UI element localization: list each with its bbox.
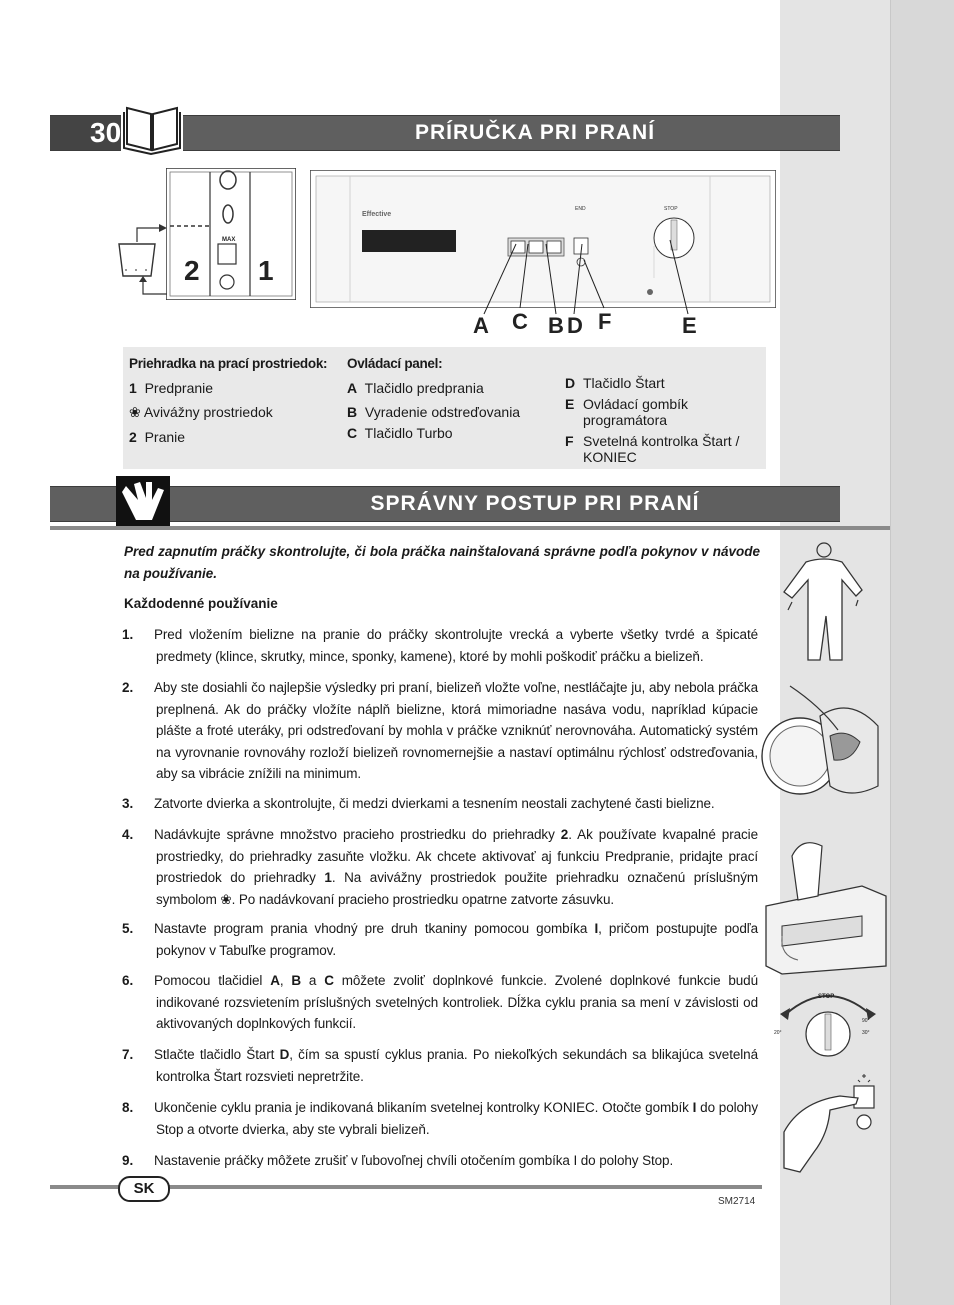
legend-drawer-title: Priehradka na prací prostriedok: <box>129 356 328 371</box>
legend-panel-title: Ovládací panel: <box>347 356 443 371</box>
step-4: 4. Nadávkujte správne množstvo pracieho prostriedku do priehradky 2. Ak používate kvapalné pracie prostriedky, do priehradky zasuňte vložku. Ak chcete aktivovať aj funkciu Predpranie, pridajte prací prostriedok do priehradky 1. Na avivážny prostriedok použite priehradku označenú príslušným symbolom ❀. Po nadávkovaní pracieho prostriedku opatrne zatvorte zásuvku. <box>122 827 758 907</box>
callout-d: D <box>567 313 583 338</box>
compartment-1-label: 1 <box>258 255 274 286</box>
step-2: 2. Aby ste dosiahli čo najlepšie výsledky pri praní, bielizeň vložte voľne, nestláčajte ju, aby nebola práčka preplnená. Ak do práčky vložíte náplň bielizne, ktorá mimoriadne nasáva vodu, napríklad kúpacie plášte a froté uteráky, pri odstreďovaní by mohla v práčke vzniknúť nerovnováha. Automatický systém na vyrovnanie rovnováhy rozloží bielizeň rovnomernejšie a nastaví optimálnu rýchlosť odstreďovania, aby sa vibrácie znížili na minimum. <box>122 680 758 781</box>
legend-item-e: E Ovládací gombík programátora <box>565 396 689 428</box>
legend-item-a: A Tlačidlo predprania <box>347 380 484 396</box>
legend-item-f: F Svetelná kontrolka Štart / KONIEC <box>565 433 740 465</box>
legend-item-prewash: 1 Predpranie <box>129 380 214 396</box>
start-button-press-illustration <box>780 1072 888 1176</box>
page-number: 30 <box>50 116 122 150</box>
step-8: 8. Ukončenie cyklu prania je indikovaná blikaním svetelnej kontrolky KONIEC. Otočte gombík I do polohy Stop a otvorte dvierka, aby ste vybrali bielizeň. <box>122 1100 758 1137</box>
section-divider <box>50 526 890 530</box>
step-3: 3. Zatvorte dvierka a skontrolujte, či medzi dvierkami a tesnením neostali zachytené časti bielizne. <box>122 796 715 811</box>
stop-label: STOP <box>664 206 678 212</box>
step-7: 7. Stlačte tlačidlo Štart D, čím sa spustí cyklus prania. Po niekoľkých sekundách sa blikajúca svetelná kontrolka Štart rozsvieti nepretržite. <box>122 1047 758 1084</box>
legend-item-c: C Tlačidlo Turbo <box>347 425 453 441</box>
dial-temp-30: 30° <box>862 1030 870 1036</box>
jacket-pockets-illustration <box>772 540 872 665</box>
liquid-insert-icon <box>115 220 171 300</box>
dial-temp-20: 20° <box>774 1030 782 1036</box>
legend-item-b: B Vyradenie odstreďovania <box>347 404 521 420</box>
intro-paragraph: Pred zapnutím práčky skontrolujte, či bola práčka nainštalovaná správne podľa pokynov v návode na používanie. <box>124 544 760 581</box>
dial-temp-90: 90° <box>862 1018 870 1024</box>
section-title-manual: PRÍRUČKA PRI PRANÍ <box>414 121 656 144</box>
callout-b: B <box>548 313 564 338</box>
legend-box <box>123 347 766 469</box>
door-loading-illustration <box>760 676 880 806</box>
section-title-procedure: SPRÁVNY POSTUP PRI PRANÍ <box>370 492 700 515</box>
document-code: SM2714 <box>718 1196 756 1207</box>
callout-a: A <box>473 313 489 338</box>
dial-stop-label: STOP <box>818 994 835 1000</box>
step-1: 1. Pred vložením bielizne na pranie do práčky skontrolujte vrecká a vyberte všetky tvrdé a špicaté predmety (klince, skrutky, mince, sponky, kamene), ktoré by mohli poškodiť práčku a bielizeň. <box>122 627 758 664</box>
daily-use-heading: Každodenné používanie <box>124 596 278 611</box>
legend-item-softener: ❀ Avivážny prostriedok <box>129 404 273 420</box>
step-5: 5. Nastavte program prania vhodný pre druh tkaniny pomocou gombíka I, pričom postupujte podľa pokynov v Tabuľke programov. <box>122 921 758 958</box>
flower-icon: ❀ <box>220 891 232 907</box>
end-label: END <box>575 206 586 212</box>
side-margin-band-outer <box>890 0 954 1305</box>
callout-e: E <box>682 313 697 338</box>
legend-item-wash: 2 Pranie <box>129 429 186 445</box>
callout-c: C <box>512 309 528 334</box>
detergent-drawer-illustration <box>166 168 296 300</box>
legend-item-d: D Tlačidlo Štart <box>565 375 665 391</box>
callout-f: F <box>598 309 612 334</box>
language-badge: SK <box>118 1176 170 1202</box>
max-label: MAX <box>222 237 236 243</box>
callout-leader-lines <box>470 230 710 320</box>
flower-icon: ❀ <box>129 404 141 420</box>
brand-label: Effective <box>362 211 392 218</box>
hand-icon <box>116 476 170 526</box>
detergent-pouring-illustration <box>762 826 887 976</box>
open-book-icon <box>121 100 183 156</box>
step-9: 9. Nastavenie práčky môžete zrušiť v ľubovoľnej chvíli otočením gombíka I do polohy Stop. <box>122 1153 674 1168</box>
step-6: 6. Pomocou tlačidiel A, B a C môžete zvoliť doplnkové funkcie. Zvolené doplnkové funkcie budú indikované rozsvietením príslušných svetelných kontroliek. Dĺžka cyklu prania sa mení v závislosti od aktivovaných doplnkových funkcií. <box>122 973 759 1031</box>
compartment-2-label: 2 <box>184 255 200 286</box>
program-dial-illustration <box>768 980 888 1070</box>
